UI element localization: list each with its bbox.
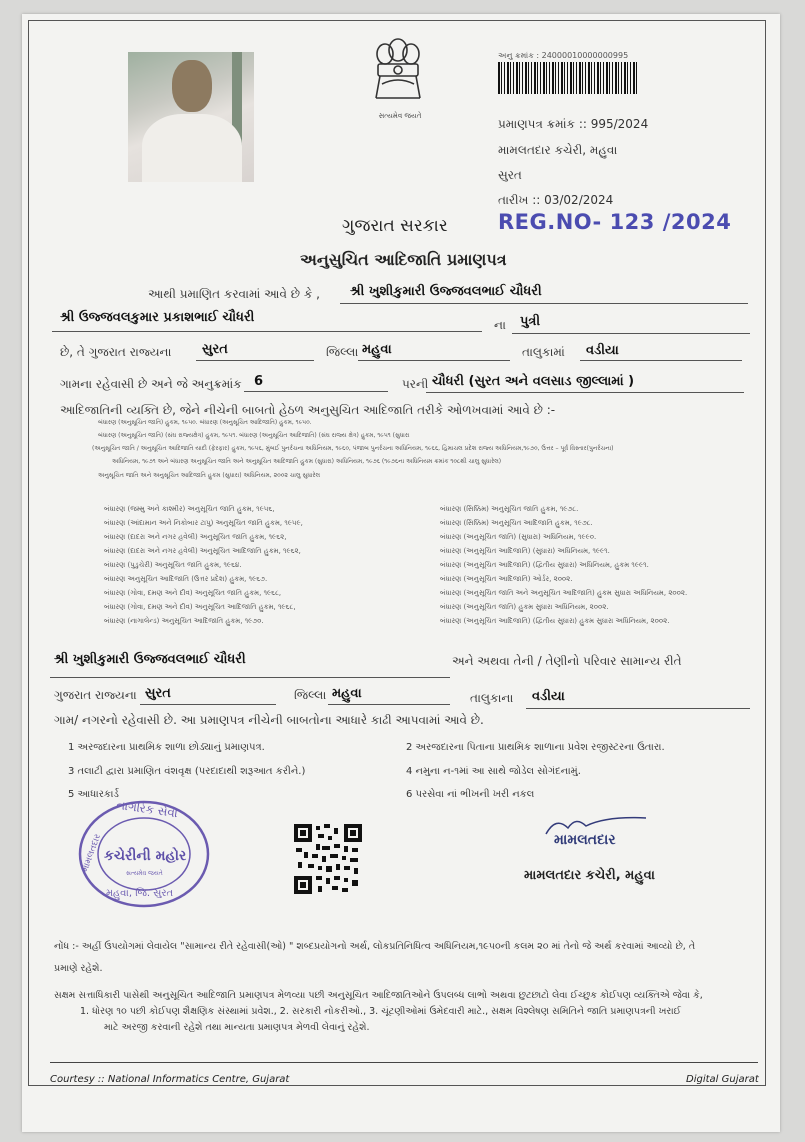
tribe-value: ચૌધરી (સુરત અને વલસાડ જીલ્લામાં ) [432, 374, 635, 389]
tribe-text: આદિજાતિની વ્યક્તિ છે, જેને નીચેની બાબતો હેઠળ અનુસુચિત આદિજાતિ તરીકે ઓળખવામાં આવે છે :- [60, 403, 556, 417]
relation-value: પુત્રી [520, 314, 541, 329]
list-item: 2 અરજદારના પિતાના પ્રાથમિક શાળાના પ્રવેશ રજીસ્ટરના ઉતારા. [406, 742, 665, 753]
seal-ring-left: મામલતદાર [80, 832, 104, 874]
serial-number: અનુ ક્રમાંક : 24000010000000995 [498, 51, 629, 60]
government-title: ગુજરાત સરકાર [342, 216, 448, 236]
note-1b: પ્રમાણે રહેશે. [54, 963, 103, 974]
list-item: બંધારણ (નાગાલેન્ડ) અનુસૂચિત આદિજાતિ હુકમ, ૧૯૭૦. [104, 617, 264, 625]
list-item: બંધારણ અનુસૂચિત આદિજાતિ (ઉત્તર પ્રદેશ) હુકમ, ૧૯૬૭. [104, 575, 268, 583]
office-seal [76, 798, 212, 910]
seal-center: કચેરીની મહોર [104, 848, 187, 864]
seal-ring-top: નાગરિક સેવા [115, 797, 179, 821]
list-item: બંધારણ (અનુસૂચિત આદિજાતિ) (દ્વિતીય સુધારા) અધિનિયમ, હુકમ ૧૯૯૧. [440, 561, 649, 569]
list-item: બંધારણ (ગોવા, દમણ અને દીવ) અનુસૂચિત આદિજાતિ હુકમ, ૧૯૬૮, [104, 603, 296, 611]
taluka2-label: તાલુકાના [470, 691, 514, 705]
certificate-title: અનુસુચિત આદિજાતિ પ્રમાણપત્ર [300, 250, 507, 269]
taluka-label: તાલુકામાં [522, 345, 565, 359]
state2-value: સુરત [145, 686, 171, 701]
list-item: બંધારણ (અનુસૂચિત જાતિ) (સુધારા) અધિનિયમ, ૧૯૯૦. [440, 533, 597, 541]
list-item: 5 આધારકાર્ડ [68, 789, 119, 800]
list-item: બંધારણ (અનુસૂચિત આદિજાતિ) ઓર્ડર, ૨૦૦૨. [440, 575, 573, 583]
certify-text: આથી પ્રમાણિત કરવામાં આવે છે કે , [148, 287, 320, 301]
small-line-4: અધિનિયમ, ૧૯૭૧ અને બંધારણ અનુસૂચિત જાતિ અને અનુસૂચિત આદિજાતિ હુકમ (સુધારા) અધિનિયમ, ૧૯૭૬ (૧૯૭૬ના અધિનિયમ ક્રમાંક ૧૦૮થી ચાલુ સુધારેલ) [112, 458, 502, 465]
list-item: બંધારણ (અનુસૂચિત જાતિ અને અનુસૂચિત આદિજાતિ) હુકમ સુધારા અધિનિયમ, ૨૦૦૨. [440, 589, 688, 597]
issuing-district: સુરત [498, 168, 522, 182]
list-item: 1 અરજદારના પ્રાથમિક શાળા છોડ્યાનું પ્રમાણપત્ર. [68, 742, 265, 753]
signature [540, 812, 650, 852]
applicant-name-2: શ્રી ખુશીકુમારી ઉજ્જવલભાઈ ચૌધરી [54, 652, 246, 667]
district2-value: મહુવા [332, 686, 362, 701]
emblem-caption: સત્યમેવ જયતે [378, 112, 422, 120]
list-item: 3 તલાટી દ્વારા પ્રમાણિત વંશવૃક્ષ (પરદાદાથી શરૂઆત કરીને.) [68, 766, 306, 777]
signatory-office: મામલતદાર કચેરી, મહુવા [524, 868, 655, 883]
note-1: નોંધ :- અહીં ઉપયોગમાં લેવાયેલ "સામાન્ય રીતે રહેવાસી(ઓ) " શબ્દપ્રયોગનો અર્થ, લોકપ્રતિનિધિત્વ અધિનિયમ,૧૯૫૦ની કલમ ૨૦ માં તેનો જે અર્થ કરવામાં આવ્યો છે, તે [54, 941, 696, 952]
list-item: બંધારણ (અનુસૂચિત આદિજાતિ) (સુધારા) અધિનિયમ, ૧૯૯૧. [440, 547, 610, 555]
district-label: જિલ્લા [326, 345, 359, 359]
relation-prefix: ના [494, 318, 506, 332]
list-item: બંધારણ (દાદરા અને નગર હવેલી) અનુસૂચિત આદિજાતિ હુકમ, ૧૯૬૨, [104, 547, 301, 555]
list-item: 4 નમુના ન-૧માં આ સાથે જોડેલ સોગંદનામું. [406, 766, 581, 777]
family-text: અને અથવા તેની / તેણીનો પરિવાર સામાન્ય રીતે [452, 654, 682, 668]
list-item: બંધારણ (સિક્કિમ) અનુસૂચિત આદિજાતિ હુકમ, ૧૯૭૮. [440, 519, 593, 527]
upon-text: પરની [402, 377, 429, 391]
note-2: સક્ષમ સત્તાધિકારી પાસેથી અનુસૂચિત આદિજાતિ પ્રમાણપત્ર મેળવ્યા પછી અનુસૂચિત આદિજાતિઓને ઉપલબ્ધ લાભો અથવા છુટછાટો લેવા ઈચ્છુક કોઈપણ વ્યક્તિએ જેવા કે, [54, 990, 703, 1001]
small-line-3: (અનુસૂચિત જાતિ / અનુસૂચિત આદિજાતિ યાદી (ફેરફાર) હુકમ, ૧૯૫૬, મુંબઈ પુનર્રચના અધિનિયમ, ૧૯૬૦, પંજાબ પુનર્રચના અધિનિયમ, ૧૯૬૬, હિમાચલ પ્રદેશ રાજ્ય અધિનિયમ,૧૯૭૦, ઉત્તર – પૂર્વ વિસ્તાર(પુનર્રચના) [92, 445, 614, 452]
list-item: બંધારણ (ગોવા, દમણ અને દીવ) અનુસૂચિત જાતિ હુકમ, ૧૯૬૮, [104, 589, 282, 597]
small-line-2: બંધારણ (અનુસૂચિત જાતિ) (સંઘ રાજ્યક્ષેત્ર) હુકમ, ૧૯૫૧. બંધારણ (અનુસૂચિત આદિજાતિ) (સંઘ રાજ્ય ક્ષેત્ર) હુકમ, ૧૯૫૧ (સુધારા [98, 432, 410, 439]
taluka-value: વડીયા [586, 343, 619, 358]
list-item: બંધારણ (જમ્મુ અને કાશ્મીર) અનુસૂચિત જાતિ હુકમ, ૧૯૫૬, [104, 505, 275, 513]
state2-text: ગુજરાત રાજ્યના [54, 688, 137, 702]
small-line-1: બંધારણ (અનુસૂચિત જાતિ) હુકમ, ૧૯૫૦. બંધારણ (અનુસૂચિત આદિજાતિ) હુકમ, ૧૯૫૦. [98, 419, 312, 426]
applicant-name: શ્રી ખુશીકુમારી ઉજ્જવલભાઈ ચૌધરી [350, 284, 542, 299]
footer-divider [50, 1062, 758, 1063]
village-text: ગામના રહેવાસી છે અને જે અનુક્રમાંક [60, 377, 242, 391]
taluka2-value: વડીયા [532, 689, 565, 704]
issuing-office: મામલતદાર કચેરી, મહુવા [498, 143, 618, 157]
national-emblem-icon [368, 34, 428, 112]
barcode [498, 62, 638, 94]
list-item: બંધારણ (અનુસૂચિત આદિજાતિ) (દ્વિતીય સુધારા) હુકમ સુધારા અધિનિયમ, ૨૦૦૨. [440, 617, 670, 625]
certificate-number: પ્રમાણપત્ર ક્રમાંક :: 995/2024 [498, 117, 649, 131]
small-line-5: અનુસૂચિત જાતિ અને અનુસૂચિત આદિજાતિ હુકમ (સુધારા) અધિનિયમ, ૨૦૦૨ ચાલુ સુધારેલ [98, 472, 321, 479]
list-item: બંધારણ (સિક્કિમ) અનુસૂચિત જાતિ હુકમ, ૧૯૭૮. [440, 505, 579, 513]
district2-label: જિલ્લા [294, 688, 327, 702]
issue-date: તારીખ :: 03/02/2024 [498, 193, 614, 207]
father-name: શ્રી ઉજ્જવલકુમાર પ્રકાશભાઈ ચૌધરી [60, 310, 255, 325]
qr-code [294, 824, 362, 894]
note-3: 1. ધોરણ ૧૦ પછી કોઈપણ શૈક્ષણિક સંસ્થામાં પ્રવેશ., 2. સરકારી નોકરીઓ., 3. ચૂંટણીઓમાં ઉમેદવારી માટે., સક્ષમ વિશ્લેષણ સમિતિને જાતિ પ્રમાણપત્રની ખરાઈ [80, 1006, 681, 1017]
issued-text: ગામ/ નગરનો રહેવાસી છે. આ પ્રમાણપત્ર નીચેની બાબતોના આધારે કાઢી આપવામાં આવે છે. [54, 713, 484, 727]
seal-small: સત્યમેવ જયતે [126, 870, 163, 877]
applicant-photo [128, 52, 254, 182]
signature-text: મામલતદાર [554, 832, 616, 848]
list-item: 6 પરસેવા નાં ભીખની ખરી નકલ [406, 789, 535, 800]
list-item: બંધારણ (પુડુચેરી) અનુસૂચિત જાતિ હુકમ, ૧૯૬૪. [104, 561, 242, 569]
list-item: બંધારણ (અનુસૂચિત જાતિ) હુકમ સુધારા અધિનિયમ, ૨૦૦૨. [440, 603, 609, 611]
footer-courtesy: Courtesy :: National Informatics Centre, Gujarat [50, 1074, 290, 1085]
registration-number: REG.NO- 123 /2024 [498, 210, 732, 234]
note-4: માટે અરજી કરવાની રહેશે તથા માન્યતા પ્રમાણપત્ર મેળવી લેવાનું રહેશે. [104, 1022, 370, 1033]
serial-value: 6 [254, 374, 264, 389]
footer-brand: Digital Gujarat [686, 1074, 759, 1085]
district-label-value: મહુવા [362, 342, 392, 357]
state-text: છે, તે ગુજરાત રાજ્યના [60, 345, 172, 359]
list-item: બંધારણ (આંદામાન અને નિકોબાર ટાપુ) અનુસૂચિત જાતિ હુકમ, ૧૯૫૯, [104, 519, 303, 527]
district-value: સુરત [202, 342, 228, 357]
seal-bottom: મહુવા, જિ. સુરત [106, 888, 174, 899]
list-item: બંધારણ (દાદરા અને નગર હવેલી) અનુસૂચિત જાતિ હુકમ, ૧૯૬૨, [104, 533, 287, 541]
